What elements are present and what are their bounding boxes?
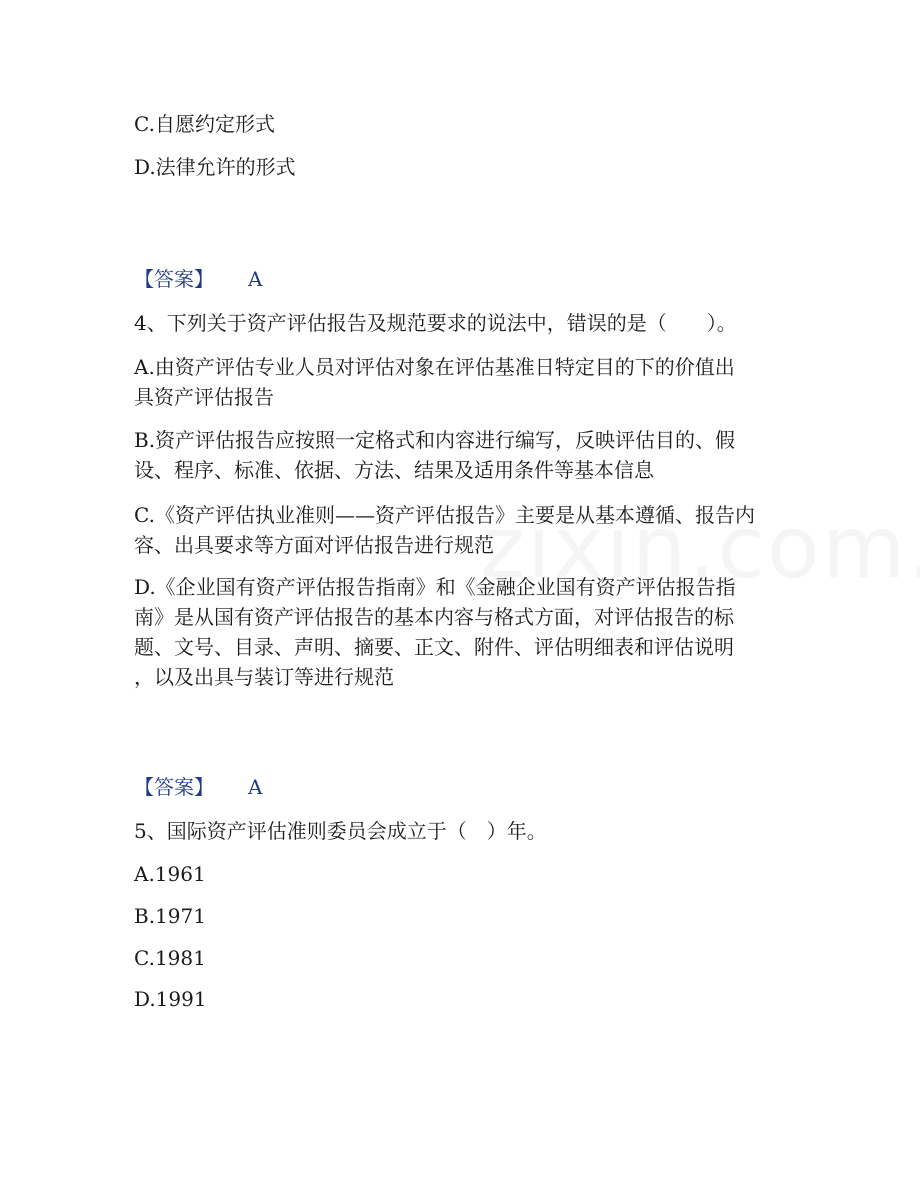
q5-stem: 5、国际资产评估准则委员会成立于（ ）年。 [134, 819, 547, 843]
answer-value: A [248, 267, 263, 291]
q4-stem: 4、下列关于资产评估报告及规范要求的说法中，错误的是（ ）。 [134, 311, 737, 335]
answer-value: A [248, 775, 263, 799]
q5-option-d: D.1991 [134, 987, 207, 1011]
q5-option-c: C.1981 [134, 946, 206, 970]
q4-option-a-line-1: A.由资产评估专业人员对评估对象在评估基准日特定目的下的价值出 [134, 355, 735, 379]
q4-option-c-line-2: 容、出具要求等方面对评估报告进行规范 [134, 533, 494, 557]
answer-label: 【答案】 [134, 267, 214, 291]
q4-option-d-line-2: 南》是从国有资产评估报告的基本内容与格式方面，对评估报告的标 [134, 605, 734, 629]
q5-option-b: B.1971 [134, 904, 206, 928]
q4-option-d-line-1: D.《企业国有资产评估报告指南》和《金融企业国有资产评估报告指 [134, 575, 736, 599]
q4-option-d-line-3: 题、文号、目录、声明、摘要、正文、附件、评估明细表和评估说明 [134, 635, 734, 659]
q3-option-d: D.法律允许的形式 [134, 155, 296, 179]
q5-option-a: A.1961 [134, 862, 206, 886]
q4-option-a-line-2: 具资产评估报告 [134, 385, 274, 409]
q3-answer [134, 269, 262, 289]
q4-option-b-line-1: B.资产评估报告应按照一定格式和内容进行编写，反映评估目的、假 [134, 428, 736, 452]
q4-option-b-line-2: 设、程序、标准、依据、方法、结果及适用条件等基本信息 [134, 458, 654, 482]
q4-option-c-line-1: C.《资产评估执业准则——资产评估报告》主要是从基本遵循、报告内 [134, 503, 755, 527]
q3-option-c: C.自愿约定形式 [134, 112, 275, 136]
answer-label: 【答案】 [134, 775, 214, 799]
q4-option-d-line-4: ，以及出具与装订等进行规范 [134, 665, 394, 689]
q4-answer [134, 777, 262, 797]
